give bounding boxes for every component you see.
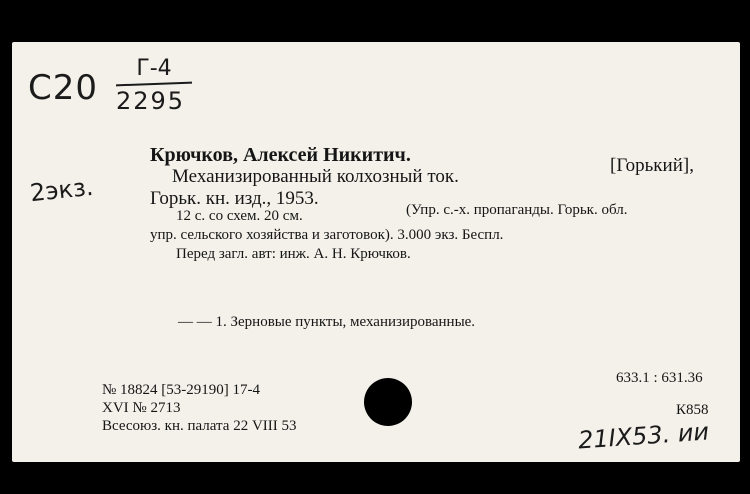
shelfmark-top: Г-4 (136, 56, 172, 81)
shelfmark-divider (116, 82, 192, 87)
registry-number: № 18824 [53-29190] 17-4 (102, 382, 261, 398)
series-line: (Упр. с.-х. пропаганды. Горьк. обл. (406, 202, 628, 218)
udc-code: 633.1 : 631.36 (616, 370, 703, 386)
title-line: Механизированный колхозный ток. (172, 166, 459, 187)
punch-hole (364, 378, 412, 426)
copies-note: 2экз. (28, 172, 95, 208)
registry-chamber: Всесоюз. кн. палата 22 VIII 53 (102, 418, 297, 434)
publisher-line: Горьк. кн. изд., 1953. (150, 188, 319, 209)
registry-volume: XVI № 2713 (102, 400, 181, 416)
shelfmark-bottom: 2295 (116, 87, 186, 115)
author-heading: Крючков, Алексей Никитич. (150, 144, 411, 166)
handwritten-date: 21IX53. ии (577, 417, 710, 455)
classification-code: C20 (28, 68, 99, 108)
shelfmark (116, 56, 192, 115)
author-note: Перед загл. авт: инж. А. Н. Крючков. (176, 246, 411, 262)
physical-description: 12 с. со схем. 20 см. (176, 208, 303, 224)
catalog-card (12, 42, 740, 462)
subject-heading: — — 1. Зерновые пункты, механизированные. (178, 314, 476, 330)
place-bracket: [Горький], (610, 155, 694, 176)
series-continuation: упр. сельского хозяйства и заготовок). 3.000 экз. Беспл. (150, 227, 504, 243)
catalog-code: К858 (676, 402, 709, 418)
